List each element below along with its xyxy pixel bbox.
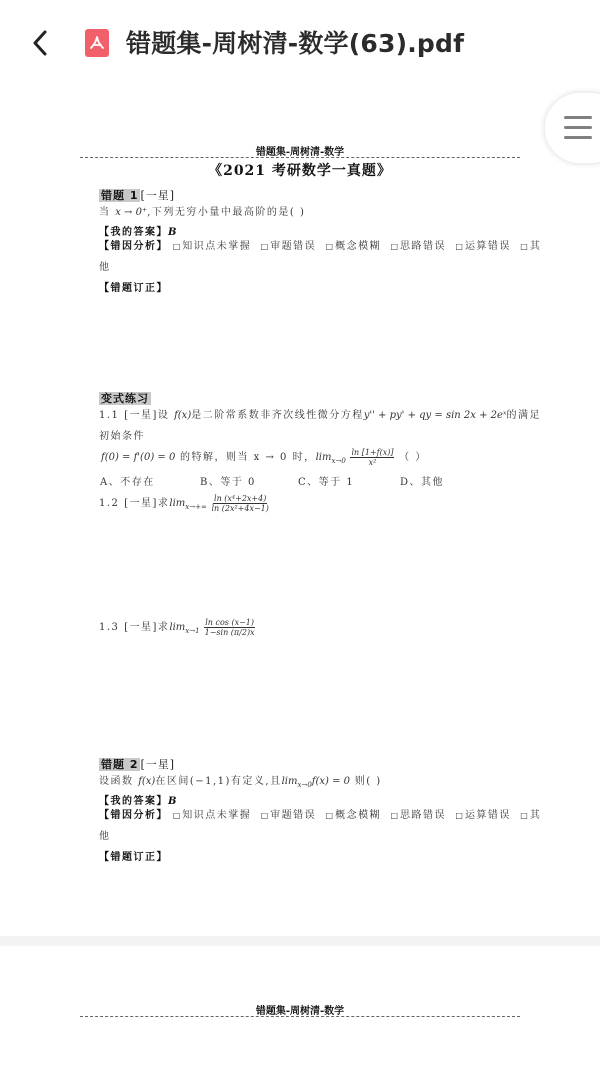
checkbox-icon: □ <box>455 811 463 820</box>
back-button[interactable] <box>26 26 54 60</box>
checkbox-option[interactable]: □ 其 <box>520 810 542 821</box>
difficulty-stars: [一星] <box>140 758 176 771</box>
checkbox-option[interactable]: □ 其 <box>520 241 542 252</box>
checkbox-option[interactable]: □ 知识点未掌握 <box>172 810 252 821</box>
running-head: 错题集-周树清-数学 <box>255 147 345 158</box>
checkbox-icon: □ <box>325 811 334 820</box>
running-head: 错题集-周树清-数学 <box>255 1006 345 1017</box>
correction-label: 【错题订正】 <box>99 283 168 294</box>
fraction: $\frac{\text{ln (x⁴+2x+4)}}{\text{ln (2x²+4x−1)}}$ <box>211 494 269 513</box>
error-analysis-wrap: 他 <box>99 831 111 842</box>
checkbox-option[interactable]: □ 审题错误 <box>260 241 317 252</box>
checkbox-option[interactable]: □ 知识点未掌握 <box>172 241 252 252</box>
checkbox-option[interactable]: □ 思路错误 <box>390 241 447 252</box>
my-answer: 【我的答案】B <box>99 796 177 807</box>
checkbox-option[interactable]: □ 运算错误 <box>455 810 511 821</box>
checkbox-icon: □ <box>390 242 399 251</box>
fraction: $\frac{\ln [1+f(x)]}{\text{x²}}$ <box>351 448 394 467</box>
header-divider <box>80 1016 520 1017</box>
difficulty-stars: [一星] <box>140 189 176 202</box>
my-answer: 【我的答案】B <box>99 227 177 238</box>
checkbox-option[interactable]: □ 审题错误 <box>260 810 317 821</box>
checkbox-option[interactable]: □ 概念模糊 <box>325 810 382 821</box>
checkbox-icon: □ <box>325 242 334 251</box>
checkbox-icon: □ <box>260 242 269 251</box>
checkbox-icon: □ <box>260 811 269 820</box>
pdf-icon <box>85 29 109 57</box>
checkbox-icon: □ <box>520 242 528 251</box>
checkbox-icon: □ <box>172 242 181 251</box>
error-analysis: 【错因分析】 □ 知识点未掌握 □ 审题错误 □ 概念模糊 □ 思路错误 □ 运算错误 □ 其 <box>99 806 541 821</box>
practice-1-3: 1.3 [一星]求$\lim_{x\to 1}$ $\frac{\text{ln cos (x−1)}}{1-\sin (\pi/2)x}$ <box>99 618 255 637</box>
question-label: 错题 2 <box>101 758 139 771</box>
practice-1-1-line2: 初始条件 <box>99 431 145 442</box>
correction-label: 【错题订正】 <box>99 852 168 863</box>
question-1-heading <box>99 187 175 203</box>
header-divider <box>80 157 520 158</box>
checkbox-option[interactable]: □ 运算错误 <box>455 241 511 252</box>
option-b: B、等于 0 <box>200 477 256 488</box>
error-analysis: 【错因分析】 □ 知识点未掌握 □ 审题错误 □ 概念模糊 □ 思路错误 □ 运算错误 □ 其 <box>99 237 541 252</box>
checkbox-icon: □ <box>172 811 181 820</box>
question-2-heading <box>99 756 175 772</box>
checkbox-icon: □ <box>455 242 463 251</box>
option-c: C、等于 1 <box>298 477 355 488</box>
top-bar <box>0 0 600 88</box>
exam-title: 《2021 考研数学一真题》 <box>208 163 392 179</box>
practice-1-1-line1: 1.1 [一星]设 f(x)是二阶常系数非齐次线性微分方程y'' + py' + qy = sin 2x + 2eˣ的满足 <box>99 410 541 421</box>
chevron-left-icon <box>32 30 48 56</box>
checkbox-icon: □ <box>390 811 399 820</box>
pdf-page-2[interactable] <box>0 946 600 1067</box>
practice-1-2: 1.2 [一星]求$\lim_{x\to+\infty}$ $\frac{\text{ln (x⁴+2x+4)}}{\text{ln (2x²+4x−1)}}$ <box>99 494 269 513</box>
error-analysis-wrap: 他 <box>99 262 111 273</box>
answer-options <box>100 473 500 488</box>
fraction: $\frac{\text{ln cos (x−1)}}{1-\sin (\pi/2)x}$ <box>204 618 255 637</box>
question-1-stem: 当 x → 0⁺,下列无穷小量中最高阶的是( ) <box>99 207 306 218</box>
page-separator <box>0 936 600 946</box>
option-d: D、其他 <box>400 477 445 488</box>
acrobat-glyph-icon <box>89 35 105 51</box>
checkbox-icon: □ <box>520 811 528 820</box>
checkbox-option[interactable]: □ 思路错误 <box>390 810 447 821</box>
document-title: 错题集-周树清-数学(63).pdf <box>126 29 465 58</box>
pdf-page-1[interactable] <box>0 88 600 936</box>
question-2-stem: 设函数 f(x)在区间(−1,1)有定义,且$\lim_{x\to 0}f(x) = 0$ 则( ) <box>99 776 382 789</box>
option-a: A、不存在 <box>100 477 155 488</box>
checkbox-option[interactable]: □ 概念模糊 <box>325 241 382 252</box>
question-label: 错题 1 <box>101 189 139 202</box>
practice-1-1-line3: f(0) = f'(0) = 0 的特解，则当 x → 0 时，$\lim_{x\to 0}$ $\frac{\ln [1+f(x)]}{\text{x²}}$ （ ） <box>101 448 427 467</box>
practice-heading: 变式练习 <box>101 392 149 405</box>
